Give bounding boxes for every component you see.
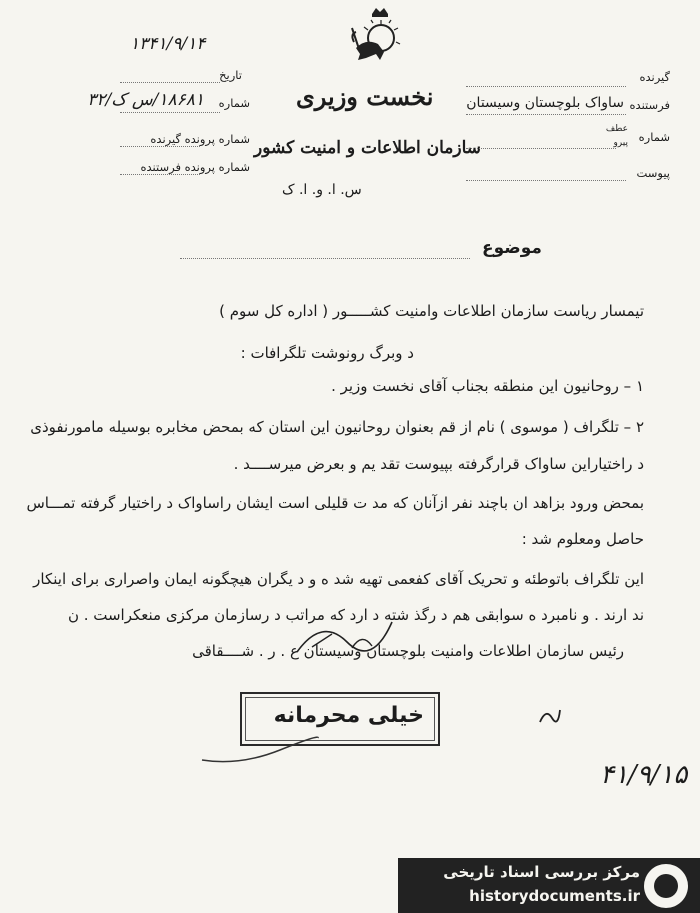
ref-atf-label: عطف [605, 124, 628, 134]
handwritten-date: ۴۱/۹/۱۵ [600, 760, 688, 790]
top-date-stamp: ۱۳۴۱/۹/۱۴ [130, 34, 206, 54]
signature-scribble-icon [292, 612, 402, 662]
body-line-1: د وبرگ رونوشت تلگرافات : [240, 344, 414, 362]
org-title-prime-ministry: نخست وزیری [296, 82, 434, 111]
subject-label: موضوع [482, 238, 542, 258]
history-documents-logo-icon [644, 864, 688, 908]
sender-label: فرستنده [629, 98, 670, 112]
org-title-savak: سازمان اطلاعات و امنیت کشور [254, 138, 482, 158]
date-label: تاریخ [219, 68, 242, 82]
watermark-site: historydocuments.ir [469, 887, 640, 905]
signature-line: رئیس سازمان اطلاعات وامنیت بلوچستان وسیستان ع . ر . شــــقاقی [192, 642, 624, 660]
number-value: ۱۸۶۸۱/س ک/۳۲ [87, 90, 204, 110]
sender-value: ساواک بلوچستان وسیستان [466, 95, 624, 111]
handwritten-mark-icon [538, 704, 562, 728]
attachment-field-line [466, 180, 626, 181]
ref-piro-label: پیرو [613, 138, 628, 148]
number-field-line [120, 112, 220, 113]
body-line-4: د راختیاراین ساواک قرارگرفته بپیوست تقد یم و بعرض میرســــد . [233, 455, 644, 473]
body-line-8: ند ارند . و نامبرد ه سوابقی هم د رگذ شته د ارد که مراتب د رسازمان مرکزی منعکراست . ن [67, 606, 644, 624]
body-line-5: بمحض ورود بزاهد ان باچند نفر ازآنان که مد ت قلیلی است ایشان راساواک د راختیار گرفته تمـــاس [26, 494, 644, 512]
sender-field-line [466, 114, 626, 115]
attachment-label: پیوست [636, 166, 670, 180]
sender-file-number-label: شماره پرونده فرستنده [140, 160, 250, 174]
ref-number-field-line [466, 148, 616, 149]
stamp-underline-scribble-icon [200, 730, 320, 770]
receiver-field-line [466, 86, 626, 87]
ref-number-label: شماره [638, 130, 670, 144]
subject-field-line [180, 258, 470, 259]
number-label: شماره [218, 96, 250, 110]
addressee-line: تیمسار ریاست سازمان اطلاعات وامنیت کشـــــور ( اداره کل سوم ) [219, 302, 644, 320]
watermark-title: مرکز بررسی اسناد تاریخی [443, 863, 640, 881]
receiver-file-field-line [120, 146, 200, 147]
org-code: س. ا. و. ا. ک [282, 182, 362, 198]
date-field-line [120, 82, 220, 83]
body-line-6: حاصل ومعلوم شد : [521, 530, 644, 548]
receiver-label: گیرنده [639, 70, 670, 84]
body-line-3: ۲ – تلگراف ( موسوی ) نام از قم بعنوان روحانیون این استان که بمحض مخابره بوسیله مامورنفوذی [30, 418, 644, 436]
body-line-7: این تلگراف باتوطئه و تحریک آقای کفعمی تهیه شد ه و د یگران هیچگونه ایمان واصراری برای اینکار [33, 570, 644, 588]
receiver-file-number-label: شماره پرونده گیرنده [150, 132, 250, 146]
body-line-2: ۱ – روحانیون این منطقه بجناب آقای نخست وزیر . [331, 377, 644, 395]
confidential-stamp-text: خیلی محرمانه [273, 703, 424, 728]
sender-file-field-line [120, 174, 200, 175]
lion-and-sun-emblem-icon [336, 8, 406, 68]
